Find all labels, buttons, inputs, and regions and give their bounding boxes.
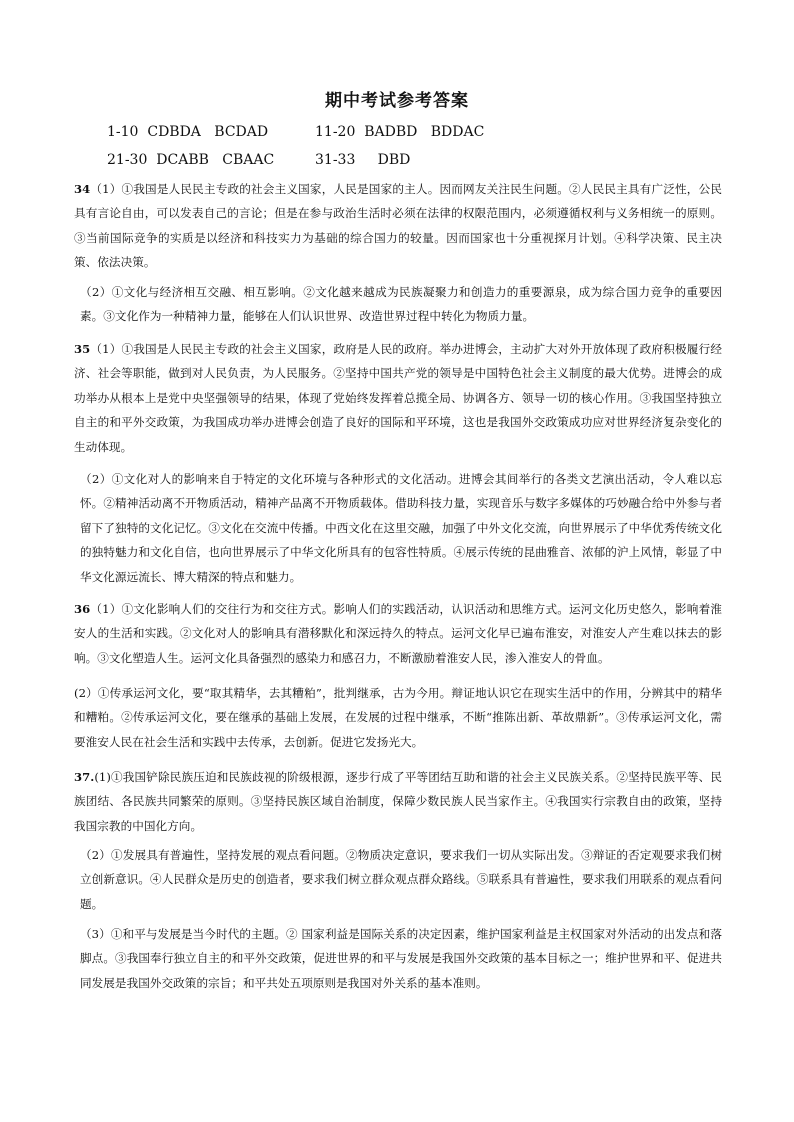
answer-row-3	[107, 152, 274, 168]
question-number: 35	[74, 342, 91, 356]
answer-text: （1）①文化影响人们的交往行为和交往方式。影响人们的实践活动，认识活动和思维方式。运河文化历史悠久，影响着淮安人的生活和实践。②文化对人的影响具有潜移默化和深远持久的特点。运河文化早已遍布淮安，对淮安人产生难以抹去的影响。③文化塑造人生。运河文化具备强烈的感染力和感召力，不断激励着淮安人民，渗入淮安人的骨血。	[74, 602, 722, 665]
answer-letters: BADBD BDDAC	[364, 124, 485, 140]
question-number: 36	[74, 602, 91, 616]
answer-37-part1	[74, 765, 722, 838]
answer-range: 21-30	[107, 152, 148, 168]
answer-range: 31-33	[315, 152, 356, 168]
answer-letters: CDBDA BCDAD	[147, 124, 269, 140]
answer-36-part2	[74, 681, 722, 754]
answer-text: （3）①和平与发展是当今时代的主题。② 国家利益是国际关系的决定因素，维护国家利益是主权国家对外活动的出发点和落脚点。③我国奉行独立自主的和平外交政策，促进世界的和平与发展是我国外交政策的基本目标之一；维护世界和平、促进共同发展是我国外交政策的宗旨；和平共处五项原则是我国对外关系的基本准则。	[80, 927, 722, 990]
answer-text: （2）①文化对人的影响来自于特定的文化环境与各种形式的文化活动。进博会其间举行的各类文艺演出活动，令人难以忘怀。②精神活动离不开物质活动，精神产品离不开物质载体。借助科技力量，实现音乐与数字多媒体的巧妙融合给中外参与者留下了独特的文化记忆。③文化在交流中传播。中西文化在这里交融，加强了中外文化交流，向世界展示了中华优秀传统文化的独特魅力和文化自信，也向世界展示了中华文化所具有的包容性特质。④展示传统的昆曲雅音、浓郁的沪上风情，彰显了中华文化源远流长、博大精深的特点和魅力。	[80, 472, 722, 584]
answer-35-part2	[80, 467, 722, 589]
answer-range: 1-10	[107, 124, 139, 140]
answer-text: （2）①发展具有普遍性，坚持发展的观点看问题。②物质决定意识，要求我们一切从实际出发。③辩证的否定观要求我们树立创新意识。④人民群众是历史的创造者，要求我们树立群众观点群众路线。⑤联系具有普遍性，要求我们用联系的观点看问题。	[80, 848, 722, 911]
answer-36-part1	[74, 597, 722, 670]
answer-text: (1)①我国铲除民族压迫和民族歧视的阶级根源，逐步行成了平等团结互助和谐的社会主义民族关系。②坚持民族平等、民族团结、各民族共同繁荣的原则。③坚持民族区域自治制度，保障少数民族人民当家作主。④我国实行宗教自由的政策，坚持我国宗教的中国化方向。	[74, 770, 722, 833]
answer-text: （2）①文化与经济相互交融、相互影响。②文化越来越成为民族凝聚力和创造力的重要源泉，成为综合国力竞争的重要因素。③文化作为一种精神力量，能够在人们认识世界、改造世界过程中转化为物质力量。	[80, 285, 722, 324]
answer-range: 11-20	[315, 124, 356, 140]
question-number: 37.	[74, 770, 95, 784]
answer-text: （1）①我国是人民民主专政的社会主义国家，政府是人民的政府。举办进博会，主动扩大对外开放体现了政府积极履行经济、社会等职能，做到对人民负责，为人民服务。②坚持中国共产党的领导是中国特色社会主义制度的最大优势。进博会的成功举办从根本上是党中央坚强领导的结果，体现了党始终发挥着总揽全局、协调各方、领导一切的核心作用。③我国坚持独立自主的和平外交政策，为我国成功举办进博会创造了良好的国际和平环境，这也是我国外交政策成功应对世界经济复杂变化的生动体现。	[74, 342, 722, 454]
answer-letters: DBD	[377, 152, 411, 168]
answer-row-4	[315, 152, 410, 168]
page-title: 期中考试参考答案	[325, 91, 469, 111]
answer-34-part1	[74, 177, 722, 275]
answer-row-2	[315, 124, 484, 140]
answer-35-part1	[74, 337, 722, 459]
question-number: 34	[74, 182, 91, 196]
answer-text: (2）①传承运河文化，要“取其精华，去其糟粕”，批判继承，古为今用。辩证地认识它在现实生活中的作用，分辨其中的精华和糟粕。②传承运河文化，要在继承的基础上发展，在发展的过程中继承，不断“推陈出新、革故鼎新”。③传承运河文化，需要淮安人民在社会生活和实践中去传承，去创新。促进它发扬光大。	[74, 686, 722, 749]
answer-row-1	[107, 124, 268, 140]
answer-37-part2	[80, 843, 722, 916]
answer-letters: DCABB CBAAC	[156, 152, 275, 168]
answer-37-part3	[80, 922, 722, 995]
answer-text: （1）①我国是人民民主专政的社会主义国家，人民是国家的主人。因而网友关注民生问题。②人民民主具有广泛性，公民具有言论自由，可以发表自己的言论；但是在参与政治生活时必须在法律的权限范围内，必须遵循权利与义务相统一的原则。③当前国际竞争的实质是以经济和科技实力为基础的综合国力的较量。因而国家也十分重视探月计划。④科学决策、民主决策、依法决策。	[74, 182, 722, 270]
answer-34-part2	[80, 280, 722, 329]
